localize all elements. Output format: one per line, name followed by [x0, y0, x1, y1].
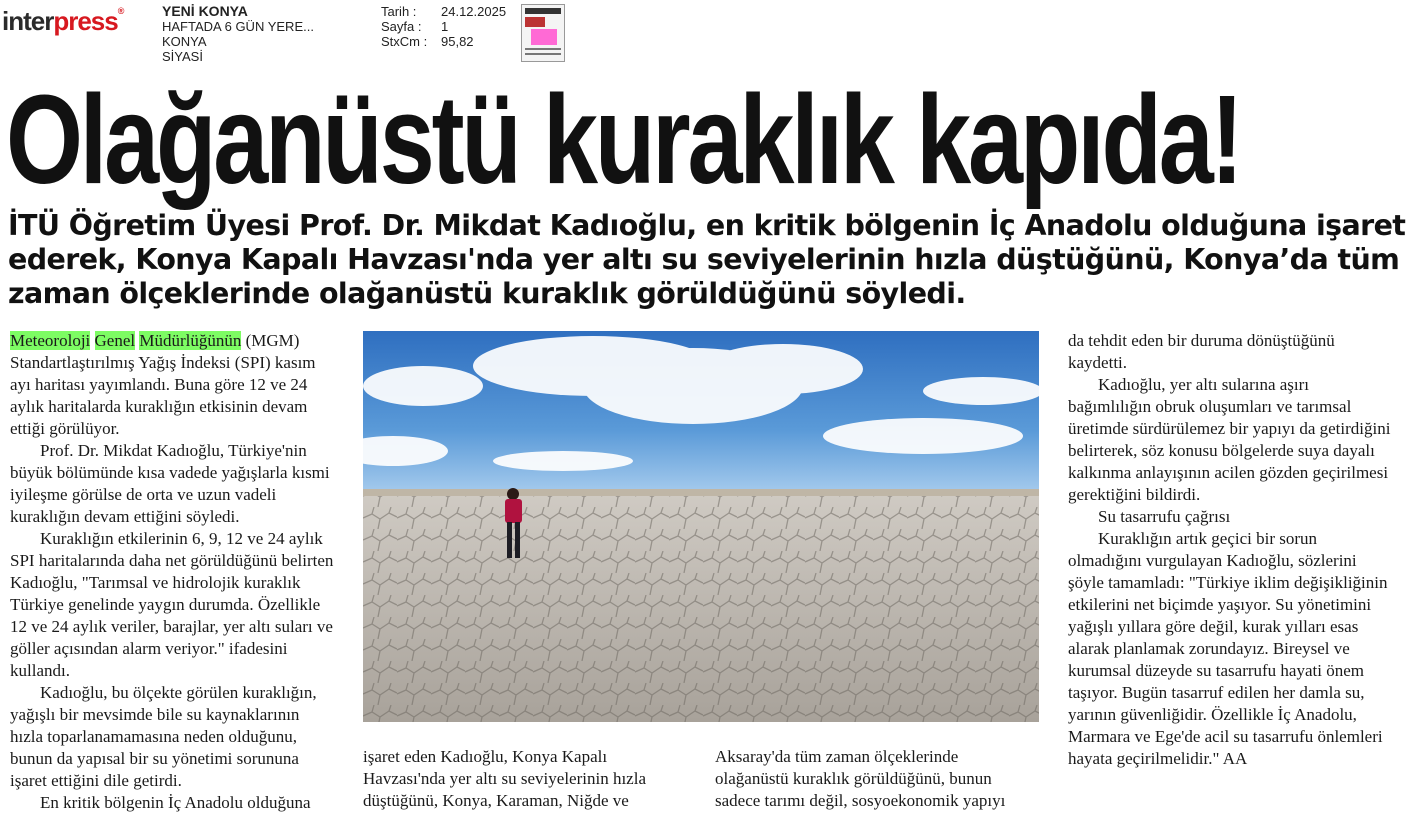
date-value: 24.12.2025	[441, 4, 507, 19]
interpress-logo	[2, 6, 123, 37]
logo-main-text: inter	[2, 6, 54, 36]
highlight-word: Genel	[94, 331, 136, 350]
article-column-2	[363, 746, 683, 812]
logo-accent-text: press	[53, 6, 118, 36]
paragraph-2: Prof. Dr. Mikdat Kadıoğlu, Türkiye'nin büyük bölümünde kısa vadede yağışlarla kısmi iyileşme görülse de orta ve uzun vadeli kuraklığın devam ettiğini söyledi.	[10, 441, 330, 526]
subheadline: İTÜ Öğretim Üyesi Prof. Dr. Mikdat Kadıoğlu, en kritik bölgenin İç Anadolu olduğuna işaret ederek, Konya Kapalı Havzası'nda yer altı su seviyelerinin hızla düştüğünü, Konya’da tüm zaman ölçeklerinde olağanüstü kuraklık görüldüğünü söyledi.	[8, 209, 1406, 310]
paragraph-6: işaret eden Kadıoğlu, Konya Kapalı Havzası'nda yer altı su seviyelerinin hızla düştüğünü, Konya, Karaman, Niğde ve	[363, 747, 646, 810]
highlight-word: Müdürlüğünün	[139, 331, 242, 350]
article-photo	[363, 331, 1039, 722]
publication-category: SİYASİ	[162, 49, 203, 64]
article-column-3	[715, 746, 1035, 812]
headline: Olağanüstü kuraklık kapıda!	[6, 69, 1241, 210]
article-column-4	[1068, 330, 1394, 770]
publication-info	[162, 4, 314, 64]
paragraph-3: Kuraklığın etkilerinin 6, 9, 12 ve 24 aylık SPI haritalarında daha net görüldüğünü belirten Kadıoğlu, "Tarımsal ve hidrolojik kuraklık Türkiye genelinde yaygın durumda. Özellikle 12 ve 24 aylık veriler, barajlar, yer altı suları ve göller açısından alarm veriyor." ifadesini kullandı.	[10, 529, 334, 680]
paragraph-1-text: (MGM) Standartlaştırılmış Yağış İndeksi (SPI) kasım ayı haritası yayımlandı. Buna göre 12 ve 24 aylık haritalarda kuraklığın etkisinin devam ettiği görülüyor.	[10, 331, 316, 438]
paragraph-4: Kadıoğlu, bu ölçekte görülen kuraklığın, yağışlı bir mevsimde bile su kaynaklarının hızla toparlanamamasına neden olduğunu, bunun da yapısal bir su yönetimi sorununa işaret ettiğini dile getirdi.	[10, 683, 317, 790]
page-label: Sayfa :	[381, 19, 422, 34]
stxcm-value: 95,82	[441, 34, 474, 49]
logo-reg-mark: ®	[117, 6, 124, 16]
section-heading: Su tasarrufu çağrısı	[1098, 507, 1231, 526]
date-row	[381, 4, 506, 19]
article-column-1	[10, 330, 335, 814]
paragraph-8: da tehdit eden bir duruma dönüştüğünü kaydetti.	[1068, 331, 1335, 372]
publication-name: YENİ KONYA	[162, 3, 248, 19]
paragraph-7: Aksaray'da tüm zaman ölçeklerinde olağanüstü kuraklık görüldüğünü, bunun sadece tarımı değil, sosyoekonomik yapıyı	[715, 747, 1006, 810]
stxcm-row	[381, 34, 506, 49]
page-row	[381, 19, 506, 34]
page-value: 1	[441, 19, 449, 34]
paragraph-9: Kadıoğlu, yer altı sularına aşırı bağımlılığın obruk oluşumları ve tarımsal üretimde sürdürülemez bir yapıyı da getirdiğini belirterek, söz konusu bölgelerde suya dayalı kalkınma anlayışının acilen gözden geçirilmesi gerektiğini bildirdi.	[1068, 375, 1391, 504]
highlight-word: Meteoroloji	[10, 331, 91, 350]
clipping-meta	[381, 4, 506, 49]
page-thumbnail[interactable]	[521, 4, 565, 62]
publication-city: KONYA	[162, 34, 207, 49]
paragraph-1	[10, 330, 335, 440]
stxcm-label: StxCm :	[381, 34, 428, 49]
date-label: Tarih :	[381, 4, 417, 19]
publication-frequency: HAFTADA 6 GÜN YERE...	[162, 19, 314, 34]
paragraph-5: En kritik bölgenin İç Anadolu olduğuna	[40, 793, 311, 812]
paragraph-10: Kuraklığın artık geçici bir sorun olmadığını vurgulayan Kadıoğlu, sözlerini şöyle tamamladı: "Türkiye iklim değişikliğinin etkilerini net biçimde yaşıyor. Su yönetimini yağışlı yıllara göre değil, kurak yılları esas alarak planlamak zorundayız. Bireysel ve kurumsal düzeyde su tasarrufu hayati önem taşıyor. Bugün tasarruf edilen her damla su, yarının güvenliğidir. Özellikle İç Anadolu, Marmara ve Ege'de acil su tasarrufu önlemleri hayata geçirilmelidir." AA	[1068, 529, 1388, 768]
